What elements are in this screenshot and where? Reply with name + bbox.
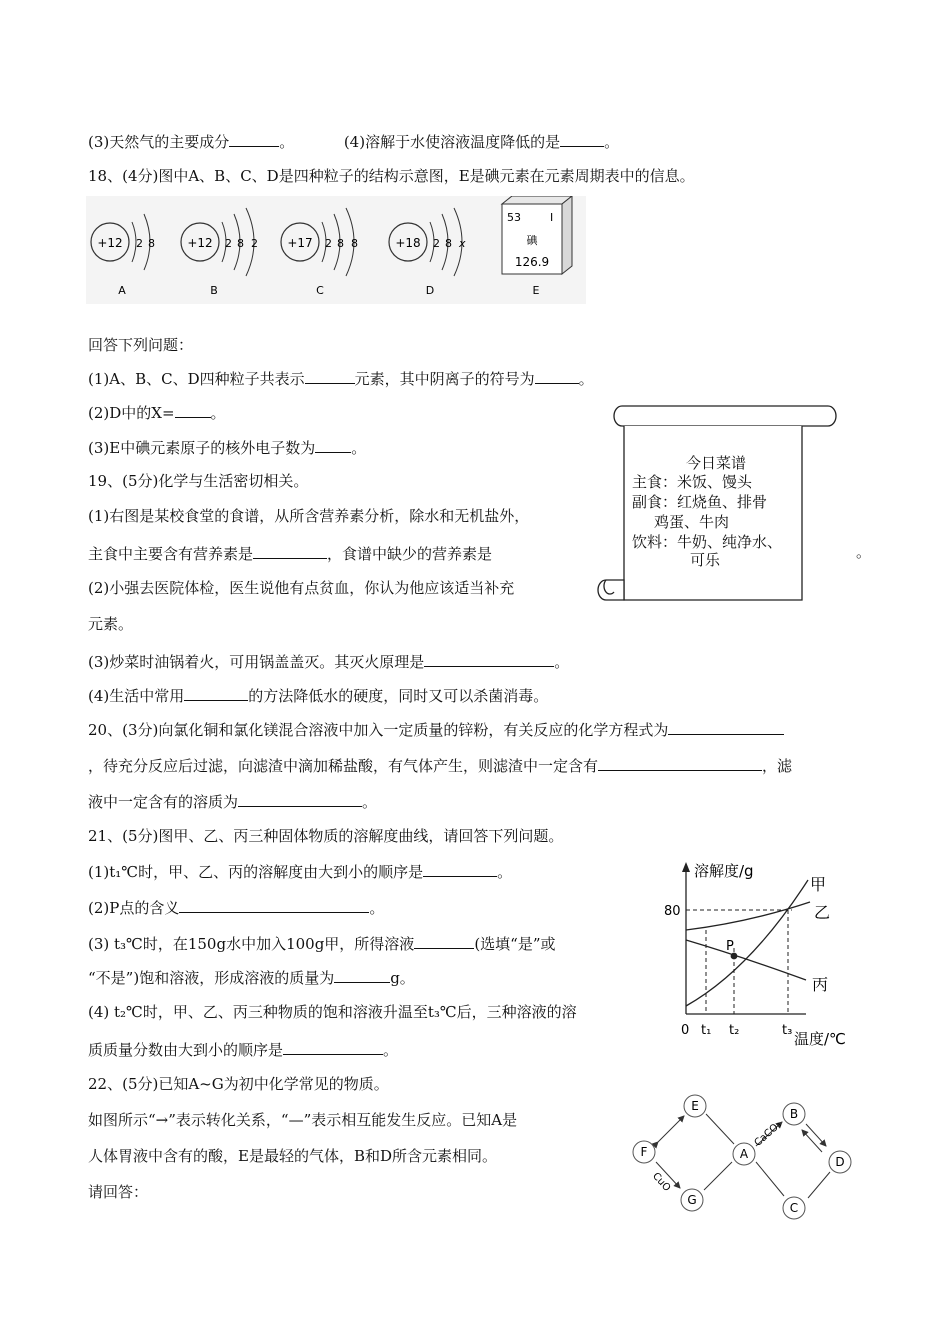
q19-2b: 元素。 [88,615,134,633]
q21-3c: “不是”)饱和溶液，形成溶液的质量为 g。 [88,966,415,988]
q19-1b: 主食中主要含有营养素是 ，食谱中缺少的营养素是 [88,542,492,564]
menu-title: 今日菜谱 [686,454,747,472]
answer-blank[interactable] [414,932,474,949]
answer-blank[interactable] [229,130,279,147]
q21-1: (1)t₁℃时，甲、乙、丙的溶解度由大到小的顺序是 。 [88,860,512,882]
series-jia-line [686,880,808,1006]
q17-line: (3)天然气的主要成分 。 (4)溶解于水使溶液温度降低的是 。 [88,130,619,152]
q21-4b: 质质量分数由大到小的顺序是 。 [88,1038,398,1060]
series-label: 乙 [814,903,831,922]
q19-title: 19、(5分)化学与生活密切相关。 [88,472,309,490]
menu-line: 可乐 [690,551,721,569]
q19-1d: 。 [856,543,872,561]
q21-title: 21、(5分)图甲、乙、丙三种固体物质的溶解度曲线，请回答下列问题。 [88,827,564,845]
svg-text:+12: +12 [97,236,123,250]
menu-line: 副食：红烧鱼、排骨 [632,493,768,511]
answer-blank[interactable] [423,860,497,877]
svg-text:D: D [425,284,435,297]
answer-blank[interactable] [283,1038,383,1055]
x-tick-label: 0 [681,1023,690,1038]
q22-b: 人体胃液中含有的酸，E是最轻的气体，B和D所含元素相同。 [88,1147,498,1165]
q19-1a: (1)右图是某校食堂的食谱，从所含营养素分析，除水和无机盐外， [88,507,530,525]
x-axis-label: 温度/℃ [794,1030,846,1048]
q22-a: 如图所示“→”表示转化关系，“—”表示相互能发生反应。已知A是 [88,1111,518,1129]
svg-text:2: 2 [251,237,258,250]
menu-line: 鸡蛋、牛肉 [654,513,730,531]
q18-2: (2)D中的X= 。 [88,401,226,423]
svg-text:I: I [550,211,554,224]
answer-blank[interactable] [315,436,351,453]
q18-title: 18、(4分)图中A、B、C、D是四种粒子的结构示意图，E是碘元素在元素周期表中的信息。 [88,167,695,185]
q18-3: (3)E中碘元素原子的核外电子数为 。 [88,436,366,458]
answer-blank[interactable] [535,367,579,384]
q19-4: (4)生活中常用 的方法降低水的硬度，同时又可以杀菌消毒。 [88,684,548,706]
menu-line: 主食：米饭、馒头 [632,473,753,491]
q18-1: (1)A、B、C、D四种粒子共表示 元素，其中阴离子的符号为 。 [88,367,594,389]
q21-4a: (4) t₂℃时，甲、乙、丙三种物质的饱和溶液升温至t₃℃后，三种溶液的溶 [88,1003,577,1021]
y-tick-label: 80 [664,904,681,919]
y-axis-label: 溶解度/g [694,862,754,880]
answer-blank[interactable] [598,754,762,771]
svg-text:8: 8 [148,237,155,250]
svg-text:2: 2 [325,237,332,250]
x-tick-label: t₂ [729,1023,740,1038]
answer-blank[interactable] [424,650,554,667]
q21-3a: (3) t₃℃时，在150g水中加入100g甲，所得溶液 (选填“是”或 [88,932,556,954]
answer-blank[interactable] [175,401,211,418]
q22-title: 22、(5分)已知A~G为初中化学常见的物质。 [88,1075,389,1093]
answer-blank[interactable] [560,130,604,147]
svg-text:碘: 碘 [526,234,538,247]
svg-text:D: D [835,1155,845,1169]
answer-blank[interactable] [334,966,390,983]
answer-blank[interactable] [668,718,784,735]
q19-3: (3)炒菜时油锅着火，可用锅盖盖灭。其灭火原理是 。 [88,650,569,672]
q19-2a: (2)小强去医院体检，医生说他有点贫血，你认为他应该适当补充 [88,579,515,597]
svg-text:8: 8 [445,237,452,250]
y-axis-arrow [682,862,690,872]
svg-text:+12: +12 [187,236,213,250]
svg-text:+17: +17 [287,236,313,250]
q20-a: 20、(3分)向氯化铜和氯化镁混合溶液中加入一定质量的锌粉，有关反应的化学方程式为 [88,718,784,740]
answer-blank[interactable] [305,367,355,384]
svg-text:53: 53 [507,211,521,224]
svg-text:2: 2 [136,237,143,250]
svg-text:CuO: CuO [649,1170,673,1194]
svg-text:E: E [691,1099,699,1113]
svg-text:126.9: 126.9 [514,255,550,269]
series-label: 甲 [810,875,827,894]
answer-blank[interactable] [179,896,369,913]
series-yi-line [686,902,810,930]
point-label: P [726,939,734,954]
svg-text:F: F [640,1145,648,1159]
solubility-chart [660,858,860,1050]
x-tick-label: t₃ [782,1023,793,1038]
reaction-network [620,1090,860,1230]
answer-blank[interactable] [184,684,248,701]
svg-text:8: 8 [337,237,344,250]
q21-2: (2)P点的含义 。 [88,896,384,918]
svg-text:CaCO₃: CaCO₃ [752,1119,784,1149]
q22-c: 请回答： [88,1183,149,1201]
menu-line: 饮料：牛奶、纯净水、 [632,533,783,551]
q20-d: 液中一定含有的溶质为 。 [88,790,377,812]
svg-text:C: C [789,1201,799,1215]
svg-text:2: 2 [225,237,232,250]
svg-text:2: 2 [433,237,440,250]
svg-text:8: 8 [237,237,244,250]
svg-text:E: E [532,284,540,297]
svg-text:B: B [789,1107,799,1121]
svg-text:+18: +18 [395,236,421,250]
q18-prompt: 回答下列问题： [88,336,194,354]
q20-b: ，待充分反应后过滤，向滤渣中滴加稀盐酸，有气体产生，则滤渣中一定含有 ，滤 [88,754,792,776]
x-tick-label: t₁ [701,1023,712,1038]
svg-text:A: A [118,284,126,297]
svg-text:A: A [739,1147,749,1161]
answer-blank[interactable] [253,542,327,559]
svg-text:x: x [459,237,466,250]
answer-blank[interactable] [238,790,362,807]
series-label: 丙 [812,975,829,994]
svg-text:8: 8 [351,237,358,250]
svg-text:C: C [316,284,324,297]
particle-diagrams [86,196,586,304]
svg-text:B: B [210,284,218,297]
svg-text:G: G [687,1193,697,1207]
